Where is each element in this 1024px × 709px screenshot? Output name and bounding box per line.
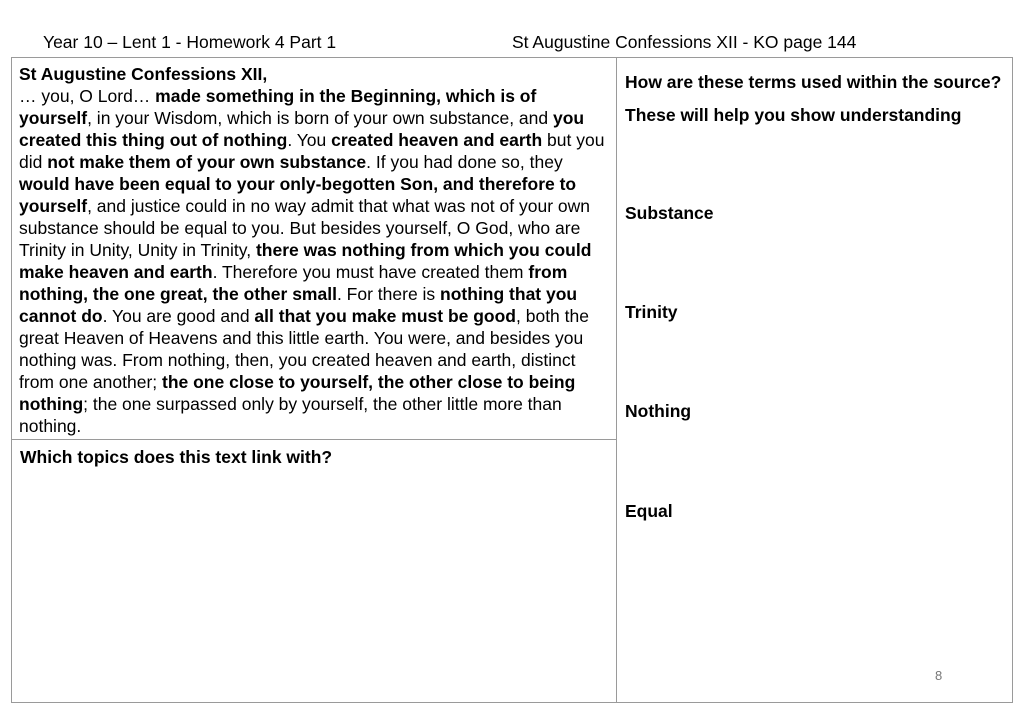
source-text-cell [19,63,611,437]
source-emphasis: nothing that you cannot do [19,284,578,326]
term-trinity: Trinity [625,302,678,322]
source-text: . Therefore you must have created them [212,262,529,282]
source-emphasis: there was nothing from which you could make heaven and earth [19,240,592,282]
source-text: , in your Wisdom, which is born of your own substance, and [87,108,553,128]
header-left: Year 10 – Lent 1 - Homework 4 Part 1 [43,32,337,52]
source-emphasis: created heaven and earth [331,130,543,150]
source-passage [19,85,611,437]
page-number: 8 [935,668,943,683]
topics-prompt: Which topics does this text link with? [20,447,333,467]
row-divider [11,439,617,440]
term-substance: Substance [625,203,714,223]
source-emphasis: all that you make must be good [254,306,516,326]
column-divider [616,57,617,703]
source-emphasis: made something in the Beginning, which is of yourself [19,86,537,128]
source-emphasis: the one close to yourself, the other close to being nothing [19,372,576,414]
term-nothing: Nothing [625,401,692,421]
source-text: . You are good and [102,306,255,326]
source-emphasis: would have been equal to your only-begotten Son, and therefore to yourself [19,174,577,216]
source-text: ; the one surpassed only by yourself, the other little more than nothing. [19,394,562,436]
source-text: . If you had done so, they [366,152,563,172]
source-text: . For there is [336,284,441,304]
source-emphasis: not make them of your own substance [47,152,367,172]
terms-question: How are these terms used within the source? These will help you show understanding [625,72,1002,125]
header-right: St Augustine Confessions XII - KO page 144 [512,32,857,52]
source-text: , and justice could in no way admit that what was not of your own substance should be equal to you. But besides yourself, O God, who are Trinity in Unity, Unity in Trinity, [19,196,590,260]
source-emphasis: from nothing, the one great, the other small [19,262,568,304]
term-equal: Equal [625,501,673,521]
source-emphasis: you created this thing out of nothing [19,108,585,150]
source-title: St Augustine Confessions XII, [19,64,268,84]
source-text: . You [287,130,332,150]
source-text: , both the great Heaven of Heavens and this little earth. You were, and besides you nothing was. From nothing, then, you created heaven and earth, distinct from one another; [19,306,589,392]
source-text: but you did [19,130,605,172]
source-text: … you, O Lord… [19,86,156,106]
